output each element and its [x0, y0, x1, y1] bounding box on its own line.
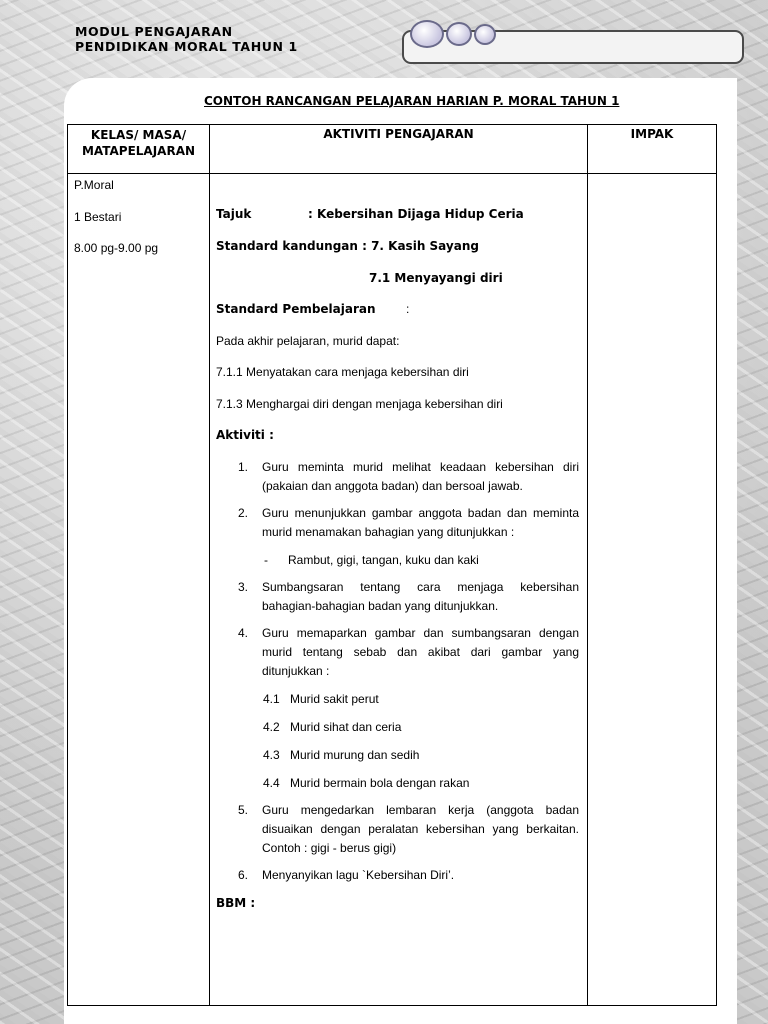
intro-text: Pada akhir pelajaran, murid dapat:	[216, 333, 400, 348]
sub-item-text: Murid bermain bola dengan rakan	[290, 775, 470, 790]
sub-item-text: Murid sakit perut	[290, 691, 379, 706]
document-heading: CONTOH RANCANGAN PELAJARAN HARIAN P. MORAL TAHUN 1	[204, 94, 620, 108]
header-kelas-masa	[68, 125, 210, 174]
standard-kandungan: Standard kandungan : 7. Kasih Sayang	[216, 239, 479, 253]
table-header-row	[68, 125, 717, 174]
sub-item	[263, 774, 579, 793]
activity-item	[238, 801, 579, 858]
sub-item-number: 4.4	[263, 775, 280, 790]
activity-number: 5.	[238, 802, 249, 817]
sub-item-number: 4.1	[263, 691, 280, 706]
lesson-plan-table	[67, 124, 717, 1006]
activity-text: Menyanyikan lagu `Kebersihan Diri’.	[262, 867, 455, 882]
sub-item-text: Murid sihat dan ceria	[290, 719, 402, 734]
tajuk-line	[216, 174, 579, 229]
objective-item: 7.1.1 Menyatakan cara menjaga kebersihan diri	[216, 365, 469, 379]
kelas-masa-cell	[68, 174, 210, 1006]
tajuk-label: Tajuk	[216, 207, 252, 221]
tajuk-value: : Kebersihan Dijaga Hidup Ceria	[308, 207, 524, 221]
bbm-label: BBM :	[216, 895, 256, 910]
objective-item: 7.1.3 Menghargai diri dengan menjaga kebersihan diri	[216, 396, 503, 411]
sub-item-text: Murid murung dan sedih	[290, 747, 420, 762]
time-text: 8.00 pg-9.00 pg	[74, 241, 159, 255]
activity-text: Guru meminta murid melihat keadaan kebersihan diri (pakaian dan anggota badan) dan bersoal jawab.	[262, 459, 579, 493]
activity-item	[238, 504, 579, 542]
activity-item	[238, 624, 579, 681]
standard-pembelajaran-label: Standard Pembelajaran	[216, 302, 376, 316]
circle-deco-icon	[410, 20, 444, 48]
class-text: 1 Bestari	[74, 209, 122, 224]
circle-deco-icon	[446, 22, 472, 46]
sub-item	[263, 746, 579, 765]
activity-number: 6.	[238, 867, 249, 882]
header-aktiviti: AKTIVITI PENGAJARAN	[210, 125, 588, 174]
header-col1-line1: KELAS/ MASA/	[90, 128, 187, 142]
header-impak: IMPAK	[588, 125, 717, 174]
header-col1-line2: MATAPELAJARAN	[81, 144, 196, 158]
sub-item	[263, 690, 579, 709]
activity-number: 2.	[238, 505, 249, 520]
subject-text: P.Moral	[74, 178, 114, 192]
impak-cell	[588, 174, 717, 1006]
activity-text: Guru mengedarkan lembaran kerja (anggota badan disuaikan dengan peralatan kebersihan yang berkaitan. Contoh : gigi - berus gigi)	[262, 802, 579, 855]
activity-text: Guru memaparkan gambar dan sumbangsaran dengan murid tentang sebab dan akibat dari gambar yang ditunjukkan :	[262, 625, 579, 678]
module-title	[75, 24, 298, 54]
aktiviti-label: Aktiviti :	[216, 428, 274, 442]
table-body-row	[68, 174, 717, 1006]
activity-item	[238, 458, 579, 496]
aktiviti-cell	[210, 174, 588, 1006]
standard-kandungan-sub: 7.1 Menyayangi diri	[369, 270, 503, 285]
activity-item	[238, 578, 579, 616]
module-title-line2: PENDIDIKAN MORAL TAHUN 1	[75, 39, 298, 54]
sub-item	[263, 718, 579, 737]
circle-deco-icon	[474, 24, 496, 45]
dash-bullet: -	[264, 552, 268, 567]
activity-text: Guru menunjukkan gambar anggota badan dan meminta murid menamakan bahagian yang ditunjukkan :	[262, 505, 579, 539]
activity-number: 4.	[238, 625, 249, 640]
activity-item	[238, 866, 579, 885]
dash-text: Rambut, gigi, tangan, kuku dan kaki	[288, 552, 479, 567]
sub-item-number: 4.2	[263, 719, 280, 734]
activity-text: Sumbangsaran tentang cara menjaga kebersihan bahagian-bahagian badan yang ditunjukkan.	[262, 579, 579, 613]
activity-number: 1.	[238, 459, 249, 474]
sub-item-number: 4.3	[263, 747, 280, 762]
standard-pembelajaran-colon: :	[406, 302, 410, 316]
module-title-line1: MODUL PENGAJARAN	[75, 24, 233, 39]
activity-number: 3.	[238, 579, 249, 594]
standard-pembelajaran-line	[216, 292, 579, 324]
dash-item	[264, 551, 579, 570]
decorative-circles	[410, 20, 493, 48]
